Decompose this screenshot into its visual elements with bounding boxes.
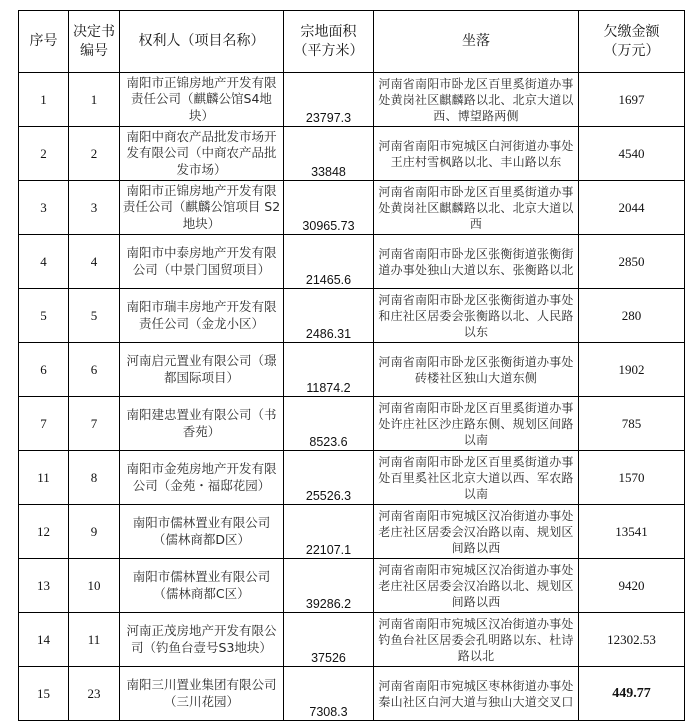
cell-owner: 南阳市儒林置业有限公司（儒林商都C区） (120, 559, 284, 613)
cell-arrears: 9420 (579, 559, 685, 613)
cell-decision-no: 2 (69, 127, 120, 181)
cell-arrears: 280 (579, 289, 685, 343)
cell-decision-no: 9 (69, 505, 120, 559)
header-owner: 权利人（项目名称） (120, 11, 284, 73)
table-row (19, 397, 685, 451)
cell-area: 21465.6 (284, 235, 374, 289)
table-header-row (19, 11, 685, 73)
cell-area: 11874.2 (284, 343, 374, 397)
cell-decision-no: 1 (69, 73, 120, 127)
cell-seq: 7 (19, 397, 69, 451)
cell-area: 37526 (284, 613, 374, 667)
table-row (19, 451, 685, 505)
cell-location: 河南省南阳市卧龙区百里奚街道办事处许庄社区沙庄路东侧、规划区间路以南 (374, 397, 579, 451)
cell-owner: 南阳建忠置业有限公司（书香苑） (120, 397, 284, 451)
cell-owner: 南阳市正锦房地产开发有限责任公司（麒麟公馆项目 S2地块） (120, 181, 284, 235)
cell-decision-no: 3 (69, 181, 120, 235)
header-area: 宗地面积 （平方米） (284, 11, 374, 73)
cell-seq: 4 (19, 235, 69, 289)
cell-seq: 2 (19, 127, 69, 181)
cell-seq: 3 (19, 181, 69, 235)
cell-seq: 11 (19, 451, 69, 505)
arrears-table (18, 10, 685, 721)
cell-seq: 13 (19, 559, 69, 613)
cell-area: 2486.31 (284, 289, 374, 343)
cell-arrears: 2044 (579, 181, 685, 235)
cell-decision-no: 7 (69, 397, 120, 451)
table-row (19, 559, 685, 613)
cell-location: 河南省南阳市卧龙区百里奚街道办事处黄岗社区麒麟路以北、北京大道以西 (374, 181, 579, 235)
cell-owner: 南阳中商农产品批发市场开发有限公司（中商农产品批发市场） (120, 127, 284, 181)
cell-seq: 14 (19, 613, 69, 667)
cell-area: 30965.73 (284, 181, 374, 235)
cell-location: 河南省南阳市宛城区汉冶街道办事处钓鱼台社区居委会孔明路以东、杜诗路以北 (374, 613, 579, 667)
cell-owner: 南阳市儒林置业有限公司（儒林商都D区） (120, 505, 284, 559)
cell-arrears: 12302.53 (579, 613, 685, 667)
cell-seq: 12 (19, 505, 69, 559)
table-row (19, 505, 685, 559)
header-seq: 序号 (19, 11, 69, 73)
cell-seq: 6 (19, 343, 69, 397)
cell-area: 22107.1 (284, 505, 374, 559)
cell-arrears: 2850 (579, 235, 685, 289)
cell-decision-no: 10 (69, 559, 120, 613)
cell-owner: 南阳市瑞丰房地产开发有限责任公司（金龙小区） (120, 289, 284, 343)
cell-arrears: 13541 (579, 505, 685, 559)
table-row (19, 289, 685, 343)
cell-location: 河南省南阳市卧龙区百里奚街道办事处黄岗社区麒麟路以北、北京大道以西、博望路两侧 (374, 73, 579, 127)
cell-location: 河南省南阳市宛城区汉冶街道办事处老庄社区居委会汉冶路以北、规划区间路以西 (374, 559, 579, 613)
cell-owner: 南阳市金苑房地产开发有限公司（金苑・福邸花园） (120, 451, 284, 505)
cell-location: 河南省南阳市卧龙区张衡街道张衡街道办事处独山大道以东、张衡路以北 (374, 235, 579, 289)
cell-location: 河南省南阳市卧龙区百里奚街道办事处百里奚社区北京大道以西、军农路以南 (374, 451, 579, 505)
cell-area: 7308.3 (284, 667, 374, 721)
cell-arrears: 1697 (579, 73, 685, 127)
cell-location: 河南省南阳市宛城区汉冶街道办事处老庄社区居委会汉冶路以南、规划区间路以西 (374, 505, 579, 559)
table-row (19, 667, 685, 721)
cell-owner: 河南正茂房地产开发有限公司（钓鱼台壹号S3地块） (120, 613, 284, 667)
cell-arrears: 785 (579, 397, 685, 451)
cell-decision-no: 8 (69, 451, 120, 505)
header-arrears: 欠缴金额 （万元） (579, 11, 685, 73)
cell-area: 8523.6 (284, 397, 374, 451)
cell-owner: 南阳三川置业集团有限公司（三川花园） (120, 667, 284, 721)
cell-decision-no: 5 (69, 289, 120, 343)
cell-seq: 5 (19, 289, 69, 343)
cell-area: 23797.3 (284, 73, 374, 127)
table-row (19, 73, 685, 127)
cell-owner: 南阳市正锦房地产开发有限责任公司（麒麟公馆S4地块） (120, 73, 284, 127)
cell-arrears: 449.77 (579, 667, 685, 721)
cell-decision-no: 11 (69, 613, 120, 667)
cell-seq: 15 (19, 667, 69, 721)
cell-owner: 河南启元置业有限公司（璟都国际项目） (120, 343, 284, 397)
cell-seq: 1 (19, 73, 69, 127)
header-location: 坐落 (374, 11, 579, 73)
cell-area: 25526.3 (284, 451, 374, 505)
cell-location: 河南省南阳市宛城区枣林街道办事处秦山社区白河大道与独山大道交叉口 (374, 667, 579, 721)
table-row (19, 235, 685, 289)
cell-decision-no: 6 (69, 343, 120, 397)
table-row (19, 127, 685, 181)
header-decision-no: 决定书 编号 (69, 11, 120, 73)
table-row (19, 343, 685, 397)
cell-arrears: 1902 (579, 343, 685, 397)
table-row (19, 613, 685, 667)
cell-location: 河南省南阳市宛城区白河街道办事处王庄村雪枫路以北、丰山路以东 (374, 127, 579, 181)
cell-arrears: 1570 (579, 451, 685, 505)
cell-decision-no: 23 (69, 667, 120, 721)
cell-decision-no: 4 (69, 235, 120, 289)
table-row (19, 181, 685, 235)
cell-location: 河南省南阳市卧龙区张衡街道办事处砖楼社区独山大道东侧 (374, 343, 579, 397)
cell-location: 河南省南阳市卧龙区张衡街道办事处和庄社区居委会张衡路以北、人民路以东 (374, 289, 579, 343)
cell-owner: 南阳市中泰房地产开发有限公司（中景门国贸项目） (120, 235, 284, 289)
cell-area: 33848 (284, 127, 374, 181)
cell-arrears: 4540 (579, 127, 685, 181)
cell-area: 39286.2 (284, 559, 374, 613)
